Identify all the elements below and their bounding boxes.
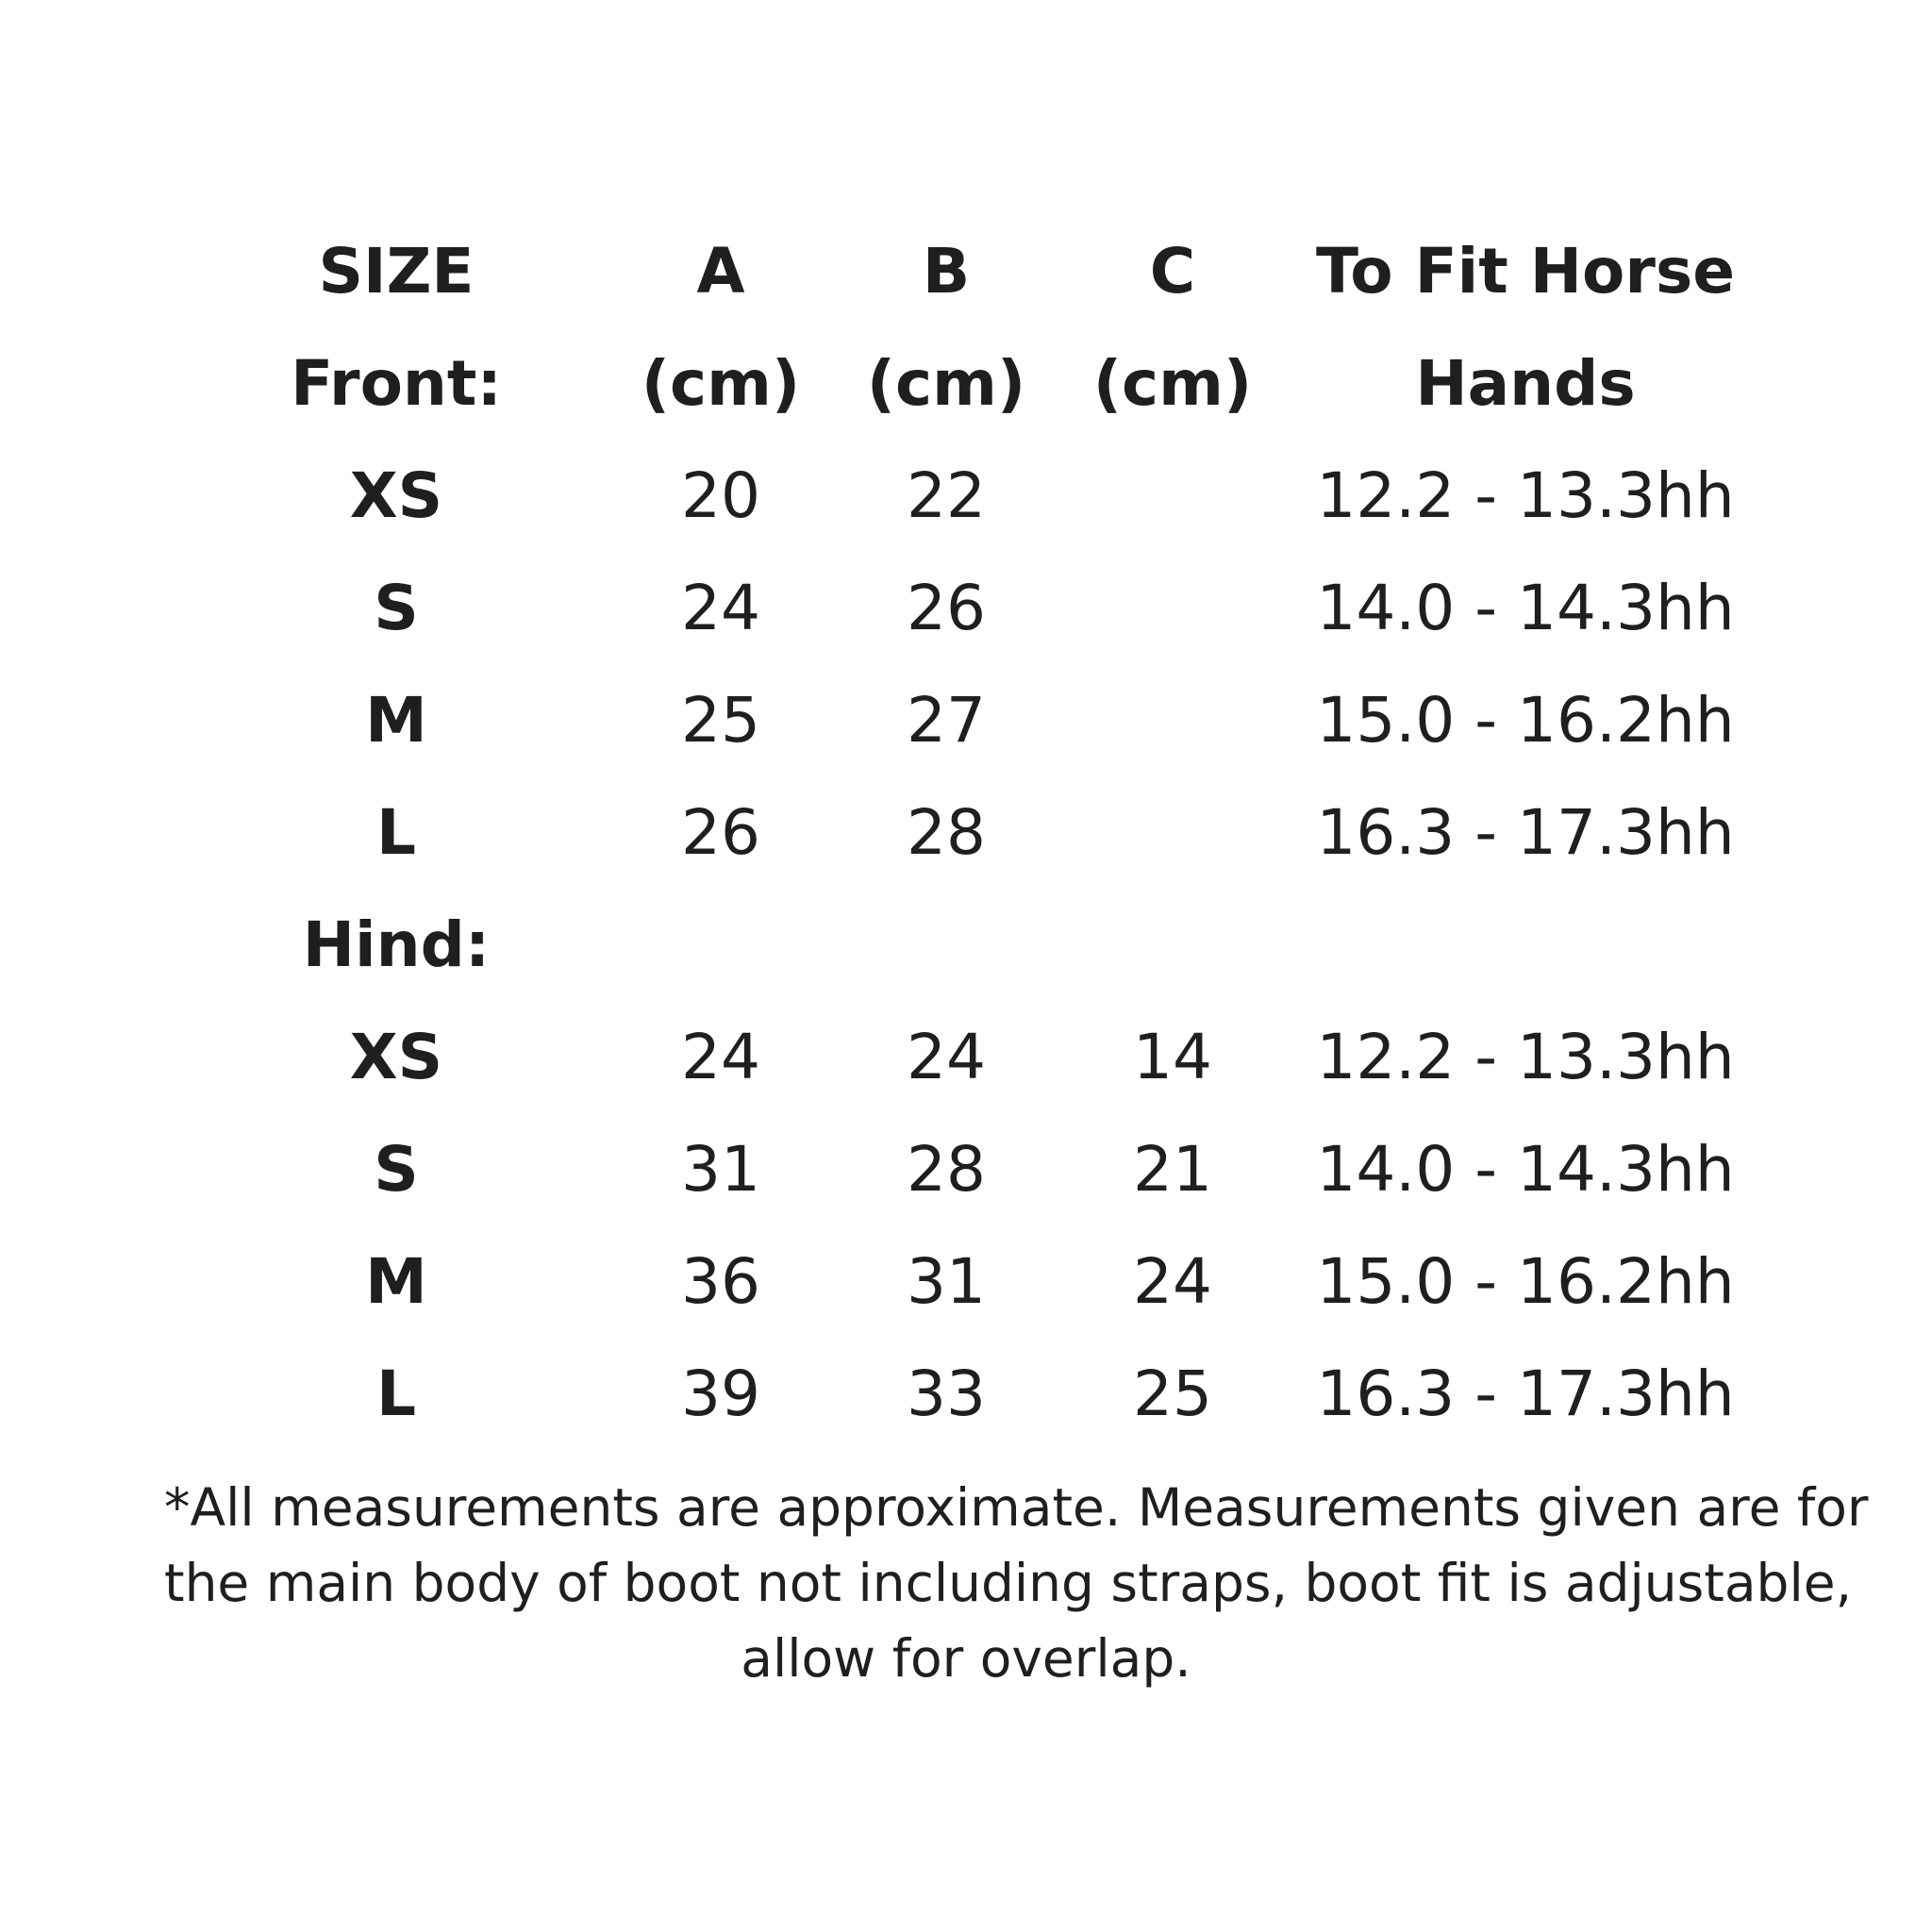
a-cell: 20 [681, 459, 760, 532]
hands-cell: 15.0 - 16.2hh [1316, 1245, 1735, 1318]
hands-cell: 14.0 - 14.3hh [1316, 572, 1735, 644]
b-cell: 26 [907, 572, 986, 644]
b-cell: 33 [907, 1357, 986, 1430]
size-cell: L [375, 796, 417, 869]
table-row [0, 664, 1932, 776]
header-hands-unit: Hands [1415, 347, 1636, 420]
table-row [0, 776, 1932, 889]
header-a: A [696, 235, 745, 308]
size-chart-table [0, 215, 1932, 1450]
hands-cell: 12.2 - 13.3hh [1316, 459, 1735, 532]
c-cell: 24 [1133, 1245, 1212, 1318]
size-cell: XS [349, 459, 443, 532]
hands-cell: 14.0 - 14.3hh [1316, 1133, 1735, 1206]
a-cell: 36 [681, 1245, 760, 1318]
hands-cell: 12.2 - 13.3hh [1316, 1021, 1735, 1093]
b-cell: 28 [907, 796, 986, 869]
size-cell: M [365, 684, 427, 757]
a-cell: 24 [681, 572, 760, 644]
hind-section-row [0, 889, 1932, 1001]
header-b-unit: (cm) [866, 347, 1026, 420]
b-cell: 31 [907, 1245, 986, 1318]
b-cell: 27 [907, 684, 986, 757]
footnote-line: allow for overlap. [741, 1628, 1191, 1689]
size-cell: L [375, 1357, 417, 1430]
header-a-unit: (cm) [641, 347, 801, 420]
c-cell: 25 [1133, 1357, 1212, 1430]
b-cell: 22 [907, 459, 986, 532]
c-cell: 14 [1133, 1021, 1212, 1093]
header-c-unit: (cm) [1092, 347, 1253, 420]
size-cell: M [365, 1245, 427, 1318]
b-cell: 28 [907, 1133, 986, 1206]
size-cell: S [374, 1133, 419, 1206]
footnote-line: the main body of boot not including straps, boot fit is adjustable, [164, 1553, 1853, 1613]
header-c: C [1149, 235, 1196, 308]
hind-section-label: Hind: [302, 908, 491, 981]
a-cell: 39 [681, 1357, 760, 1430]
table-row [0, 1225, 1932, 1338]
header-row-1 [0, 215, 1932, 327]
a-cell: 31 [681, 1133, 760, 1206]
header-hands: To Fit Horse [1316, 235, 1735, 308]
table-row [0, 1001, 1932, 1113]
table-row [0, 440, 1932, 552]
front-section-label: Front: [291, 347, 502, 420]
size-cell: S [374, 572, 419, 644]
hands-cell: 16.3 - 17.3hh [1316, 796, 1735, 869]
table-row [0, 552, 1932, 664]
size-cell: XS [349, 1021, 443, 1093]
table-row [0, 1113, 1932, 1225]
header-size: SIZE [318, 235, 475, 308]
b-cell: 24 [907, 1021, 986, 1093]
header-row-2 [0, 327, 1932, 440]
header-b: B [922, 235, 971, 308]
table-row [0, 1338, 1932, 1450]
a-cell: 25 [681, 684, 760, 757]
hands-cell: 16.3 - 17.3hh [1316, 1357, 1735, 1430]
a-cell: 26 [681, 796, 760, 869]
footnote-line: *All measurements are approximate. Measurements given are for [164, 1477, 1869, 1538]
measurement-footnote [164, 1470, 1869, 1696]
a-cell: 24 [681, 1021, 760, 1093]
hands-cell: 15.0 - 16.2hh [1316, 684, 1735, 757]
c-cell: 21 [1133, 1133, 1212, 1206]
